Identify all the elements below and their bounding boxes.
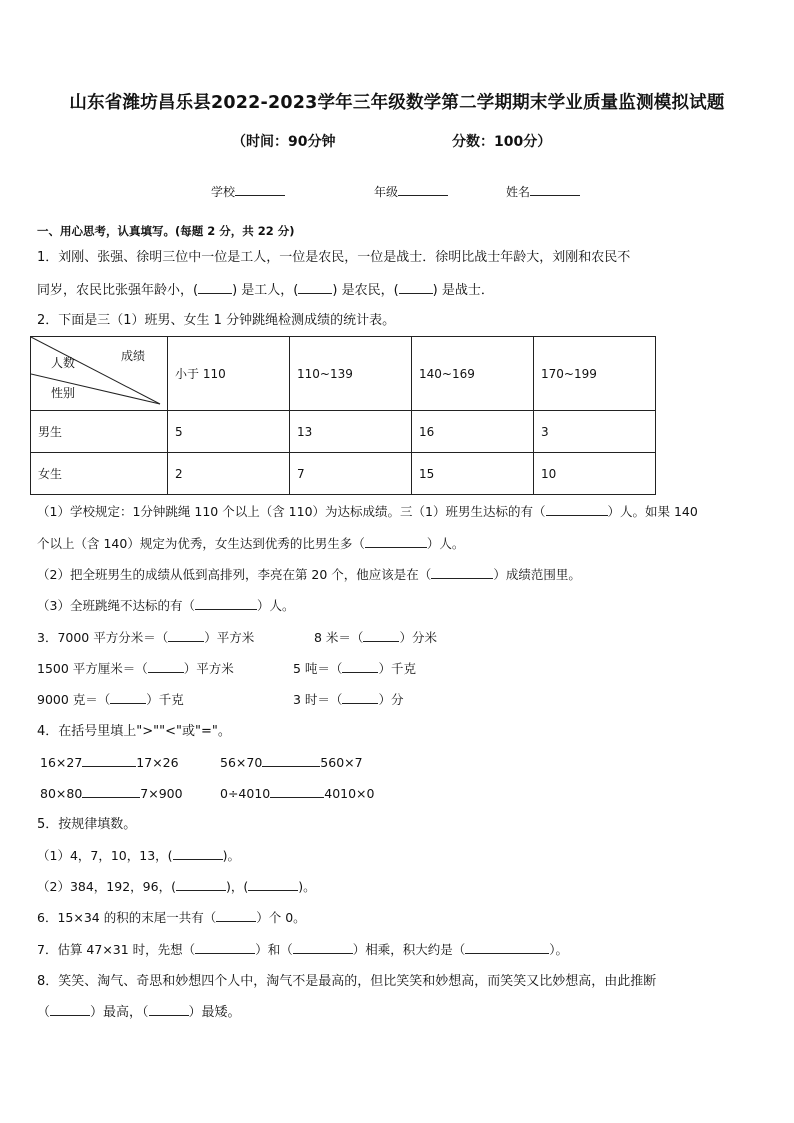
answer-blank[interactable] xyxy=(195,597,257,610)
answer-blank[interactable] xyxy=(365,535,427,548)
answer-blank[interactable] xyxy=(168,629,204,642)
row-label: 男生 xyxy=(31,411,168,453)
q8-line1: 8．笑笑、淘气、奇思和妙想四个人中，淘气不是最高的，但比笑笑和妙想高，而笑笑又比妙想高，由此推断 xyxy=(37,974,657,989)
table-corner-header xyxy=(31,337,168,411)
grade-label: 年级 xyxy=(374,185,399,199)
q4-row1a: 16×27 17×26 xyxy=(40,755,179,770)
corner-label-score: 成绩 xyxy=(121,349,146,363)
school-field xyxy=(211,183,285,200)
q3-row3a: 9000 克＝（ ）千克 xyxy=(37,692,184,707)
table-cell: 10 xyxy=(534,453,656,495)
time-limit: （时间：90分钟 xyxy=(232,134,336,150)
answer-blank[interactable] xyxy=(198,281,232,294)
exam-title: 山东省潍坊昌乐县2022-2023学年三年级数学第二学期期末学业质量监测模拟试题 xyxy=(69,93,725,113)
q4-row2b: 0÷4010 4010×0 xyxy=(220,786,375,801)
q6: 6．15×34 的积的末尾一共有（ ）个 0。 xyxy=(37,910,306,925)
name-field xyxy=(506,183,580,200)
row-label: 女生 xyxy=(31,453,168,495)
total-score: 分数：100分） xyxy=(452,134,552,150)
grade-field xyxy=(374,183,448,200)
answer-blank[interactable] xyxy=(50,1003,90,1016)
answer-blank[interactable] xyxy=(148,660,184,673)
answer-blank[interactable] xyxy=(248,878,298,891)
q1-line2: 同岁，农民比张强年龄小，( ) 是工人，( ) 是农民，( ) 是战士． xyxy=(37,283,494,298)
corner-label-gender: 性别 xyxy=(51,386,76,400)
name-label: 姓名 xyxy=(506,185,531,199)
q5-intro: 5．按规律填数。 xyxy=(37,817,137,832)
answer-blank[interactable] xyxy=(195,941,255,954)
jump-rope-table xyxy=(30,336,656,495)
q3-row2a: 1500 平方厘米＝（ ）平方米 xyxy=(37,661,234,676)
q3-row1b: 8 米＝（ ）分米 xyxy=(314,630,437,645)
section-heading: 一、用心思考，认真填写。(每题 2 分，共 22 分) xyxy=(37,224,295,238)
q4-intro: 4．在括号里填上">""<"或"="。 xyxy=(37,724,231,739)
answer-blank[interactable] xyxy=(176,878,226,891)
q1-line1: 1．刘刚、张强、徐明三位中一位是工人，一位是农民，一位是战士．徐明比战士年龄大，刘刚和农民不 xyxy=(37,250,631,265)
answer-blank[interactable] xyxy=(293,941,353,954)
q3-row1a: 3．7000 平方分米＝（ ）平方米 xyxy=(37,630,255,645)
answer-blank[interactable] xyxy=(82,754,136,767)
table-row-girls xyxy=(31,453,656,495)
q5-part1: （1）4，7，10，13，( )。 xyxy=(37,848,240,863)
answer-blank[interactable] xyxy=(216,909,256,922)
answer-blank[interactable] xyxy=(298,281,332,294)
table-cell: 3 xyxy=(534,411,656,453)
table-cell: 13 xyxy=(290,411,412,453)
q2-part2: （2）把全班男生的成绩从低到高排列，李亮在第 20 个，他应该是在（ ）成绩范围里。 xyxy=(37,567,581,582)
answer-blank[interactable] xyxy=(342,691,378,704)
grade-blank[interactable] xyxy=(398,183,448,196)
answer-blank[interactable] xyxy=(262,754,320,767)
answer-blank[interactable] xyxy=(149,1003,189,1016)
column-header: 140~169 xyxy=(412,337,534,411)
table-cell: 15 xyxy=(412,453,534,495)
corner-label-count: 人数 xyxy=(51,356,76,370)
answer-blank[interactable] xyxy=(342,660,378,673)
table-cell: 2 xyxy=(168,453,290,495)
school-blank[interactable] xyxy=(235,183,285,196)
answer-blank[interactable] xyxy=(465,941,549,954)
answer-blank[interactable] xyxy=(431,566,493,579)
column-header: 170~199 xyxy=(534,337,656,411)
q2-part1-line1: （1）学校规定：1分钟跳绳 110 个以上（含 110）为达标成绩。三（1）班男生达标的有（ ）人。如果 140 xyxy=(37,504,698,519)
q4-row2a: 80×80 7×900 xyxy=(40,786,183,801)
name-blank[interactable] xyxy=(530,183,580,196)
answer-blank[interactable] xyxy=(546,503,608,516)
answer-blank[interactable] xyxy=(270,785,324,798)
q7: 7．估算 47×31 时，先想（ ）和（ ）相乘，积大约是（ ）。 xyxy=(37,942,568,957)
table-row-boys xyxy=(31,411,656,453)
q5-part2: （2）384，192，96，( )，( )。 xyxy=(37,879,316,894)
column-header: 110~139 xyxy=(290,337,412,411)
answer-blank[interactable] xyxy=(110,691,146,704)
school-label: 学校 xyxy=(211,185,236,199)
q2-intro: 2．下面是三（1）班男、女生 1 分钟跳绳检测成绩的统计表。 xyxy=(37,313,396,328)
q3-row2b: 5 吨＝（ ）千克 xyxy=(293,661,416,676)
answer-blank[interactable] xyxy=(399,281,433,294)
table-cell: 16 xyxy=(412,411,534,453)
q4-row1b: 56×70 560×7 xyxy=(220,755,363,770)
column-header: 小于 110 xyxy=(168,337,290,411)
table-cell: 7 xyxy=(290,453,412,495)
q3-row3b: 3 时＝（ ）分 xyxy=(293,692,404,707)
q8-line2: （ ）最高，（ ）最矮。 xyxy=(37,1005,241,1020)
answer-blank[interactable] xyxy=(82,785,140,798)
q2-part3: （3）全班跳绳不达标的有（ ）人。 xyxy=(37,598,295,613)
answer-blank[interactable] xyxy=(363,629,399,642)
table-cell: 5 xyxy=(168,411,290,453)
q2-part1-line2: 个以上（含 140）规定为优秀，女生达到优秀的比男生多（ ）人。 xyxy=(37,536,465,551)
answer-blank[interactable] xyxy=(173,847,223,860)
